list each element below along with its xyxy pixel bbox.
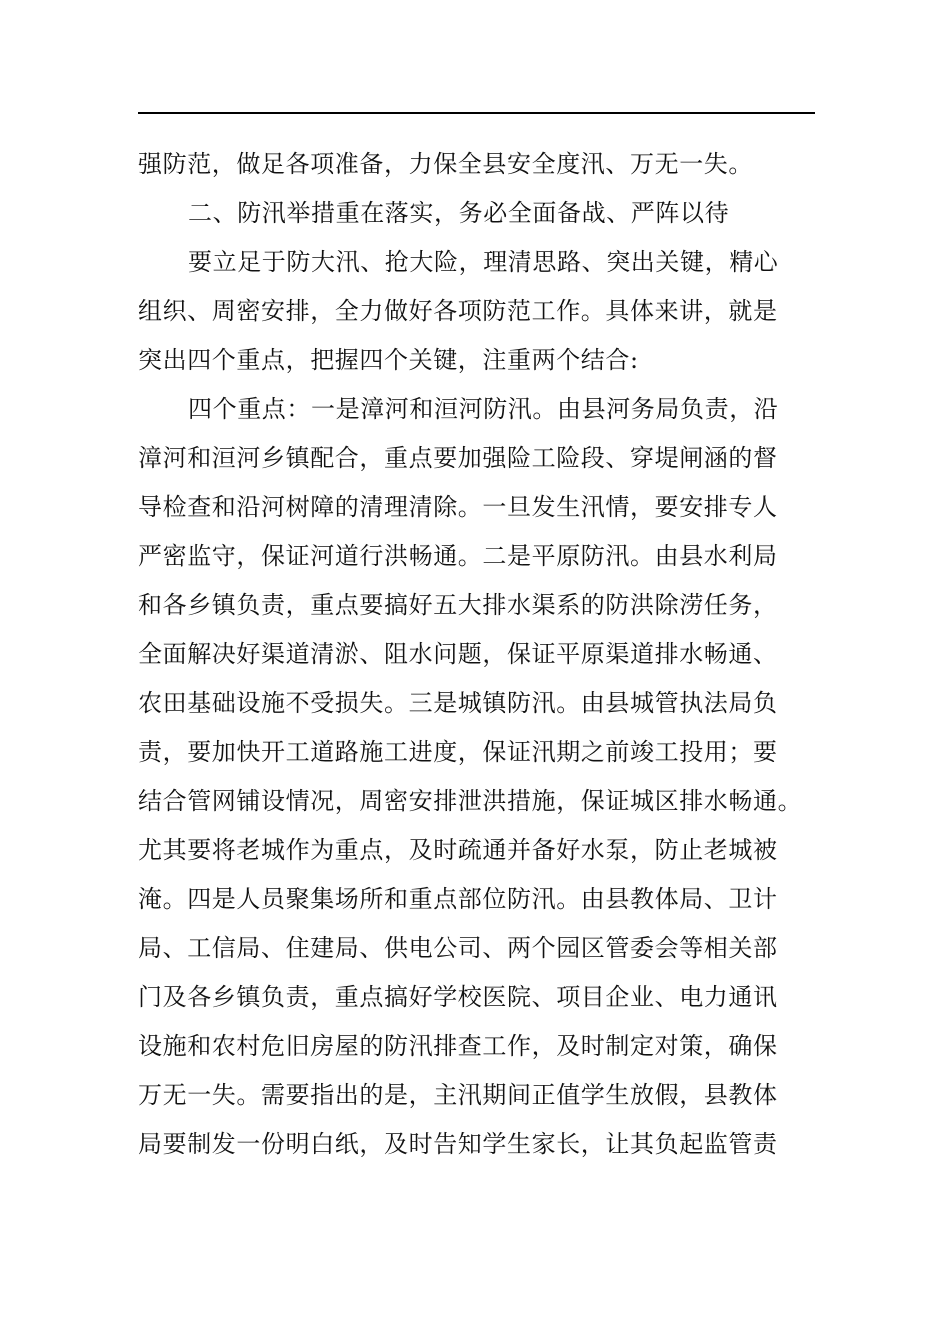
text-line: 和各乡镇负责，重点要搞好五大排水渠系的防洪除涝任务， [138,591,778,619]
text-line: 严密监守，保证河道行洪畅通。二是平原防汛。由县水利局 [138,542,778,570]
text-line: 局要制发一份明白纸，及时告知学生家长，让其负起监管责 [138,1130,778,1158]
text-line: 结合管网铺设情况，周密安排泄洪措施，保证城区排水畅通。 [138,787,803,815]
text-line: 局、工信局、住建局、供电公司、两个园区管委会等相关部 [138,934,778,962]
text-line: 责，要加快开工道路施工进度，保证汛期之前竣工投用；要 [138,738,778,766]
section-heading: 二、防汛举措重在落实，务必全面备战、严阵以待 [188,199,730,227]
header-rule [138,112,815,114]
text-line: 组织、周密安排，全力做好各项防范工作。具体来讲，就是 [138,297,778,325]
text-line: 强防范，做足各项准备，力保全县安全度汛、万无一失。 [138,150,753,178]
text-line: 门及各乡镇负责，重点搞好学校医院、项目企业、电力通讯 [138,983,778,1011]
text-line: 漳河和洹河乡镇配合，重点要加强险工险段、穿堤闸涵的督 [138,444,778,472]
text-line: 四个重点：一是漳河和洹河防汛。由县河务局负责，沿 [188,395,779,423]
text-line: 设施和农村危旧房屋的防汛排查工作，及时制定对策，确保 [138,1032,778,1060]
text-line: 全面解决好渠道清淤、阻水问题，保证平原渠道排水畅通、 [138,640,778,668]
text-line: 万无一失。需要指出的是，主汛期间正值学生放假，县教体 [138,1081,778,1109]
text-line: 农田基础设施不受损失。三是城镇防汛。由县城管执法局负 [138,689,778,717]
text-line: 导检查和沿河树障的清理清除。一旦发生汛情，要安排专人 [138,493,778,521]
text-line: 要立足于防大汛、抢大险，理清思路、突出关键，精心 [188,248,779,276]
text-line: 淹。四是人员聚集场所和重点部位防汛。由县教体局、卫计 [138,885,778,913]
text-line: 突出四个重点，把握四个关键，注重两个结合: [138,346,639,374]
text-line: 尤其要将老城作为重点，及时疏通并备好水泵，防止老城被 [138,836,778,864]
body-text [138,140,838,1169]
